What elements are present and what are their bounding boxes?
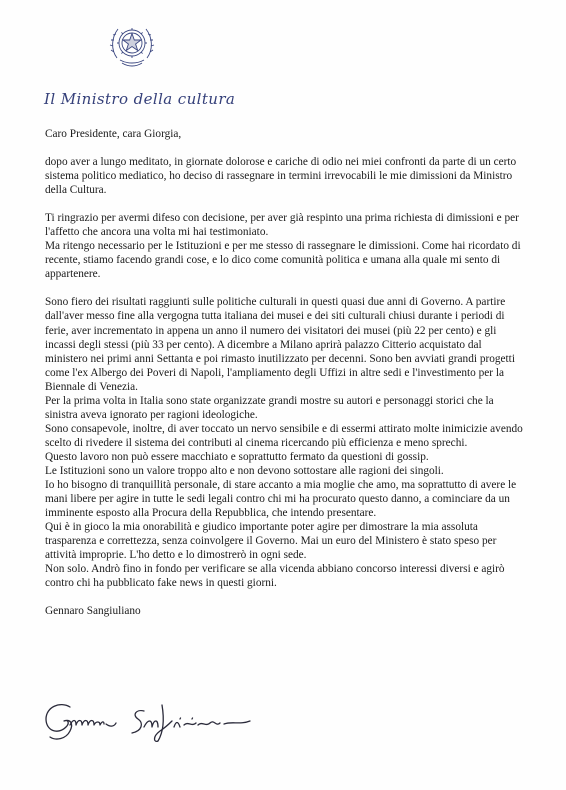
letter-body: [45, 127, 523, 618]
italian-republic-emblem-icon: [107, 18, 157, 70]
paragraph-9: Io ho bisogno di tranquillità personale, di stare accanto a mia moglie che amo, ma soprattutto di avere le mani libere per agire in tutte le sedi legali contro chi mi ha procurato questo danno, a cominciare da un imminente esposto alla Procura della Repubblica, che intendo presentare.: [45, 479, 517, 520]
handwritten-signature: [40, 697, 270, 743]
paragraph-11: Non solo. Andrò fino in fondo per verificare se alla vicenda abbiano concorso interessi diversi e agirò contro chi ha pubblicato fake news in questi giorni.: [45, 563, 505, 590]
paragraph-6: Sono consapevole, inoltre, di aver toccato un nervo sensibile e di essermi attirato molte inimicizie avendo scelto di rivedere il sistema dei contributi al cinema ricercando più efficienza e meno sprechi.: [45, 422, 523, 449]
paragraph-4: Sono fiero dei risultati raggiunti sulle politiche culturali in questi quasi due anni di Governo. A partire dall'aver messo fine alla vergogna tutta italiana dei musei e dei siti culturali chiusi durante i periodi di ferie, aver incrementato in appena un anno il numero dei visitatori dei musei (più 22 per cento) e gli incassi degli stessi (più 33 per cento). A dicembre a Milano aprirà palazzo Citterio acquistato dal ministero nei primi anni Settanta e poi rimasto inutilizzato per decenni. Sono ben avviati grandi progetti come l'ex Albergo dei Poveri di Napoli, l'ampliamento degli Uffizi in altre sedi e l'investimento per la Biennale di Venezia.: [45, 296, 515, 393]
ministry-letterhead: Il Ministro della cultura: [44, 90, 236, 108]
paragraph-7: Questo lavoro non può essere macchiato e soprattutto fermato da questioni di gossip.: [45, 450, 429, 463]
paragraph-8: Le Istituzioni sono un valore troppo alto e non devono sottostare alle ragioni dei singoli.: [45, 464, 444, 477]
paragraph-10: Qui è in gioco la mia onorabilità e giudico importante poter agire per dimostrare la mia assoluta trasparenza e correttezza, senza coinvolgere il Governo. Mai un euro del Ministero è stato speso per attività improprie. L'ho detto e lo dimostrerò in ogni sede.: [45, 521, 497, 562]
paragraph-5: Per la prima volta in Italia sono state organizzate grandi mostre su autori e personaggi storici che la sinistra aveva ignorato per ragioni ideologiche.: [45, 394, 494, 421]
paragraph-3: Ma ritengo necessario per le Istituzioni e per me stesso di rassegnare le dimissioni. Come hai ricordato di recente, stiamo facendo grandi cose, e lo dico come comunità politica e umana alla quale mi sento di appartenere.: [45, 240, 521, 281]
salutation: Caro Presidente, cara Giorgia,: [45, 128, 182, 140]
signatory-name: Gennaro Sangiuliano: [45, 605, 141, 618]
paragraph-2: Ti ringrazio per avermi difeso con decisione, per aver già respinto una prima richiesta di dimissioni e per l'affetto che ancora una volta mi hai testimoniato.: [45, 212, 519, 239]
paragraph-1: dopo aver a lungo meditato, in giornate dolorose e cariche di odio nei miei confronti da parte di un certo sistema politico mediatico, ho deciso di rassegnare in termini irrevocabili le mie dimissioni da Ministro della Cultura.: [45, 156, 517, 197]
